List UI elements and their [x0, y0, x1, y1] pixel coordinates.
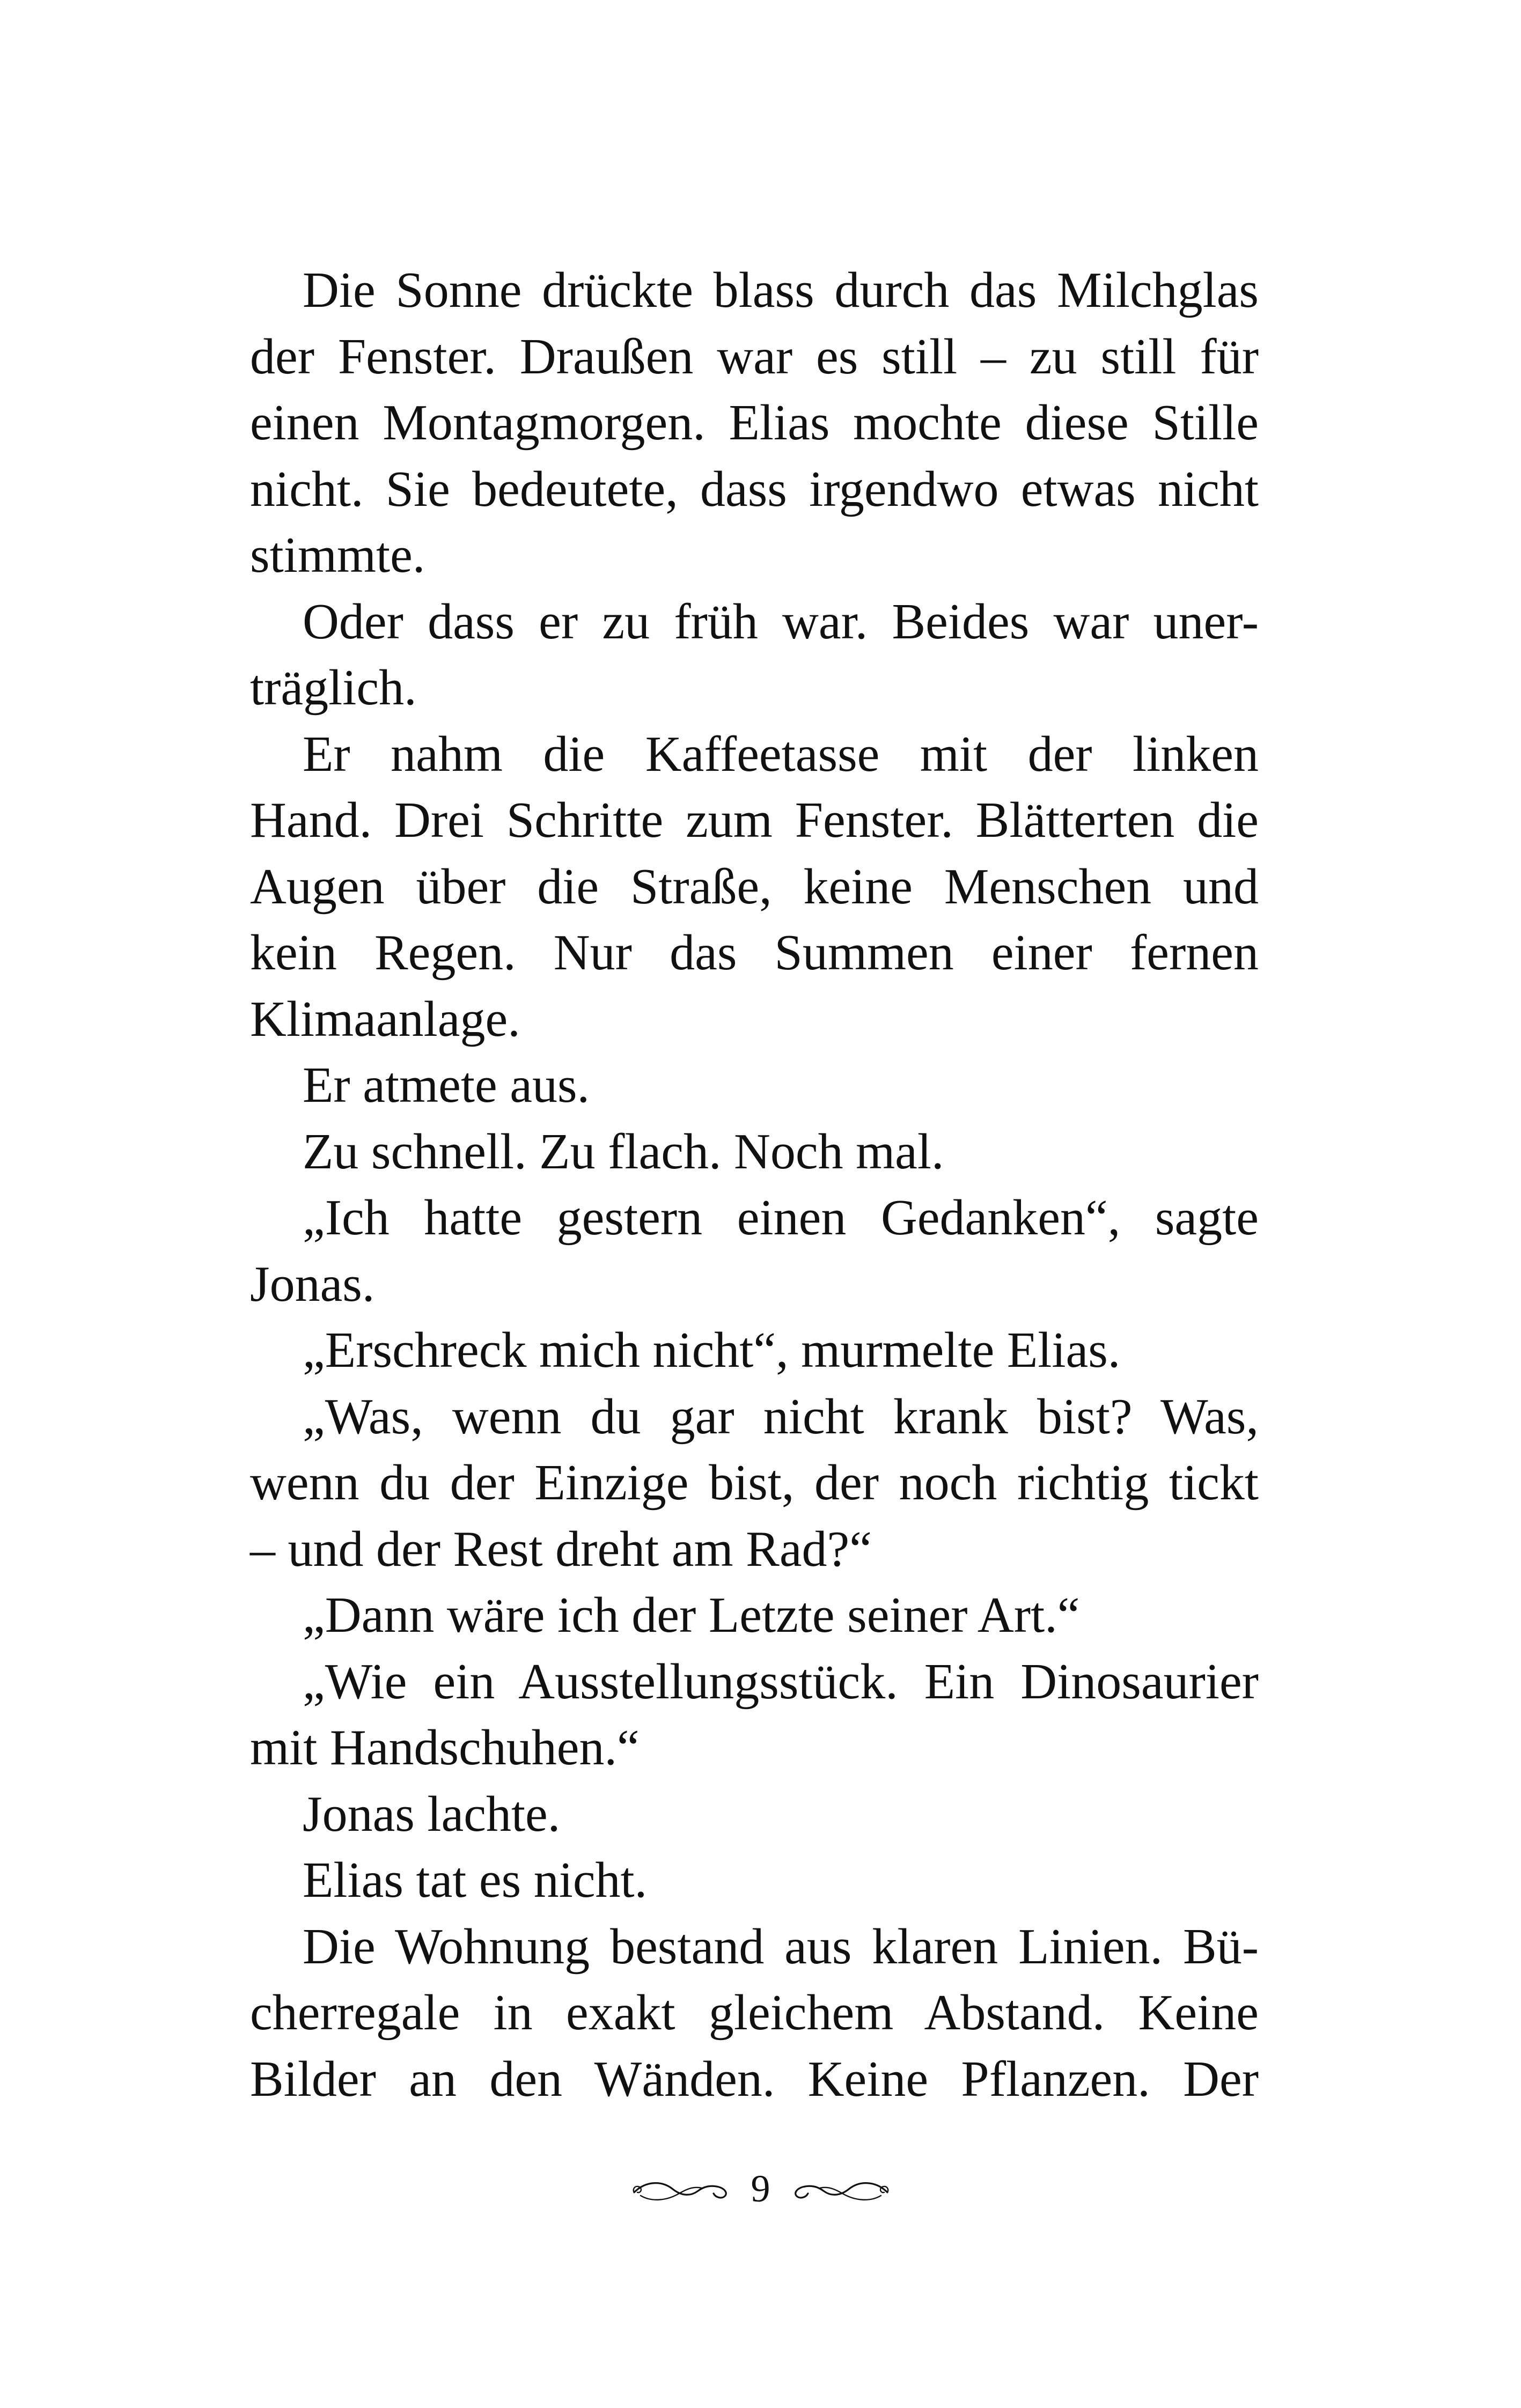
- text-line: träglich.: [250, 660, 417, 716]
- text-line: einen Montagmorgen. Elias mochte diese Stille: [250, 395, 1259, 451]
- text-line: stimmte.: [250, 527, 425, 583]
- text-line: Oder dass er zu früh war. Beides war uner-: [303, 593, 1259, 650]
- text-line: Zu schnell. Zu flach. Noch mal.: [303, 1123, 944, 1180]
- body-text: [250, 257, 1259, 2112]
- text-line: Er nahm die Kaffeetasse mit der linken: [303, 726, 1259, 782]
- flourish-left-icon: [630, 2170, 732, 2207]
- text-line: Hand. Drei Schritte zum Fenster. Blätterten die: [250, 792, 1259, 848]
- text-line: Jonas.: [250, 1256, 375, 1312]
- text-line: Jonas lachte.: [303, 1786, 561, 1842]
- text-line: – und der Rest dreht am Rad?“: [250, 1521, 872, 1577]
- page-footer: [0, 2156, 1521, 2221]
- text-line: „Was, wenn du gar nicht krank bist? Was,: [303, 1388, 1259, 1445]
- text-line: „Ich hatte gestern einen Gedanken“, sagte: [303, 1190, 1259, 1246]
- text-line: Augen über die Straße, keine Menschen und: [250, 858, 1259, 915]
- flourish-right-icon: [790, 2170, 892, 2207]
- text-line: Bilder an den Wänden. Keine Pflanzen. Der: [250, 2051, 1259, 2107]
- text-line: nicht. Sie bedeutete, dass irgendwo etwas nicht: [250, 461, 1259, 517]
- text-line: Die Wohnung bestand aus klaren Linien. Bü-: [303, 1918, 1259, 1975]
- text-line: cherregale in exakt gleichem Abstand. Keine: [250, 1985, 1259, 2041]
- text-line: Elias tat es nicht.: [303, 1852, 648, 1908]
- text-line: wenn du der Einzige bist, der noch richtig tickt: [250, 1455, 1259, 1511]
- text-line: „Dann wäre ich der Letzte seiner Art.“: [303, 1587, 1080, 1643]
- text-line: Klimaanlage.: [250, 991, 520, 1047]
- text-line: kein Regen. Nur das Summen einer fernen: [250, 925, 1259, 981]
- text-line: „Erschreck mich nicht“, murmelte Elias.: [303, 1322, 1121, 1378]
- text-line: „Wie ein Ausstellungsstück. Ein Dinosaurier: [303, 1653, 1259, 1710]
- text-line: Die Sonne drückte blass durch das Milchglas: [303, 262, 1259, 318]
- page-number: 9: [751, 2167, 770, 2210]
- text-line: der Fenster. Draußen war es still – zu still für: [250, 328, 1259, 385]
- text-line: mit Handschuhen.“: [250, 1720, 640, 1776]
- text-line: Er atmete aus.: [303, 1057, 590, 1113]
